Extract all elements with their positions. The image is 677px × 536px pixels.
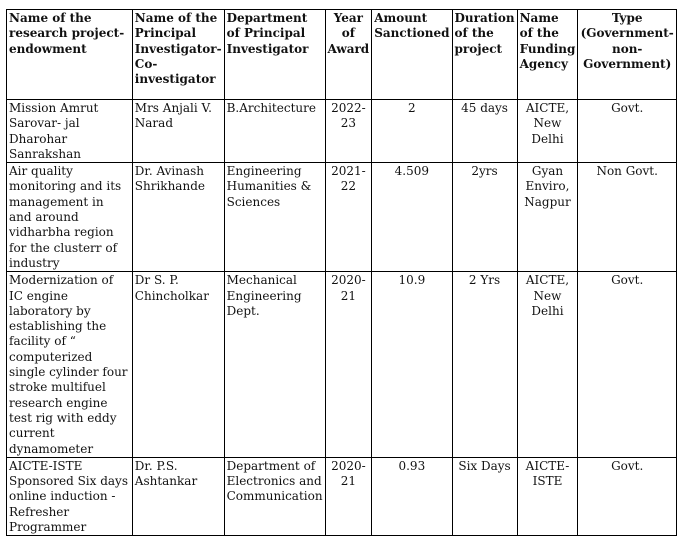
cell-project: AICTE-ISTE Sponsored Six days online induction - Refresher Programmer	[7, 457, 133, 535]
header-investigator: Name of the Principal Investigator- Co-investigator	[132, 10, 224, 100]
cell-amount: 0.93	[372, 457, 452, 535]
cell-year: 2021-22	[325, 163, 372, 272]
cell-project: Air quality monitoring and its management in and around vidharbha region for the clusterr of industry	[7, 163, 133, 272]
header-type: Type (Government- non-Government)	[578, 10, 677, 100]
header-agency: Name of the Funding Agency	[517, 10, 578, 100]
cell-type: Govt.	[578, 272, 677, 458]
cell-investigator: Dr. Avinash Shrikhande	[132, 163, 224, 272]
cell-amount: 10.9	[372, 272, 452, 458]
cell-type: Govt.	[578, 100, 677, 163]
cell-department: Mechanical Engineering Dept.	[224, 272, 325, 458]
cell-investigator: Mrs Anjali V. Narad	[132, 100, 224, 163]
cell-year: 2022-23	[325, 100, 372, 163]
header-project-name: Name of the research project- endowment	[7, 10, 133, 100]
header-amount: Amount Sanctioned	[372, 10, 452, 100]
cell-agency: AICTE, New Delhi	[517, 272, 578, 458]
cell-year: 2020-21	[325, 272, 372, 458]
cell-duration: Six Days	[452, 457, 517, 535]
cell-investigator: Dr S. P. Chincholkar	[132, 272, 224, 458]
cell-amount: 2	[372, 100, 452, 163]
cell-agency: AICTE-ISTE	[517, 457, 578, 535]
header-year: Year of Award	[325, 10, 372, 100]
cell-department: Department of Electronics and Communication	[224, 457, 325, 535]
research-projects-table-container	[6, 9, 677, 536]
cell-project: Mission Amrut Sarovar- jal Dharohar Sanrakshan	[7, 100, 133, 163]
research-projects-table	[6, 9, 677, 536]
cell-type: Non Govt.	[578, 163, 677, 272]
cell-duration: 45 days	[452, 100, 517, 163]
cell-type: Govt.	[578, 457, 677, 535]
table-row	[7, 163, 677, 272]
header-row	[7, 10, 677, 100]
cell-duration: 2 Yrs	[452, 272, 517, 458]
header-department: Department of Principal Investigator	[224, 10, 325, 100]
table-row	[7, 457, 677, 535]
cell-project: Modernization of IC engine laboratory by establishing the facility of “ computerized single cylinder four stroke multifuel research engine test rig with eddy current dynamometer	[7, 272, 133, 458]
cell-year: 2020-21	[325, 457, 372, 535]
cell-agency: AICTE, New Delhi	[517, 100, 578, 163]
table-row	[7, 100, 677, 163]
cell-agency: Gyan Enviro, Nagpur	[517, 163, 578, 272]
cell-duration: 2yrs	[452, 163, 517, 272]
cell-amount: 4.509	[372, 163, 452, 272]
header-duration: Duration of the project	[452, 10, 517, 100]
table-row	[7, 272, 677, 458]
cell-department: Engineering Humanities & Sciences	[224, 163, 325, 272]
cell-investigator: Dr. P.S. Ashtankar	[132, 457, 224, 535]
cell-department: B.Architecture	[224, 100, 325, 163]
